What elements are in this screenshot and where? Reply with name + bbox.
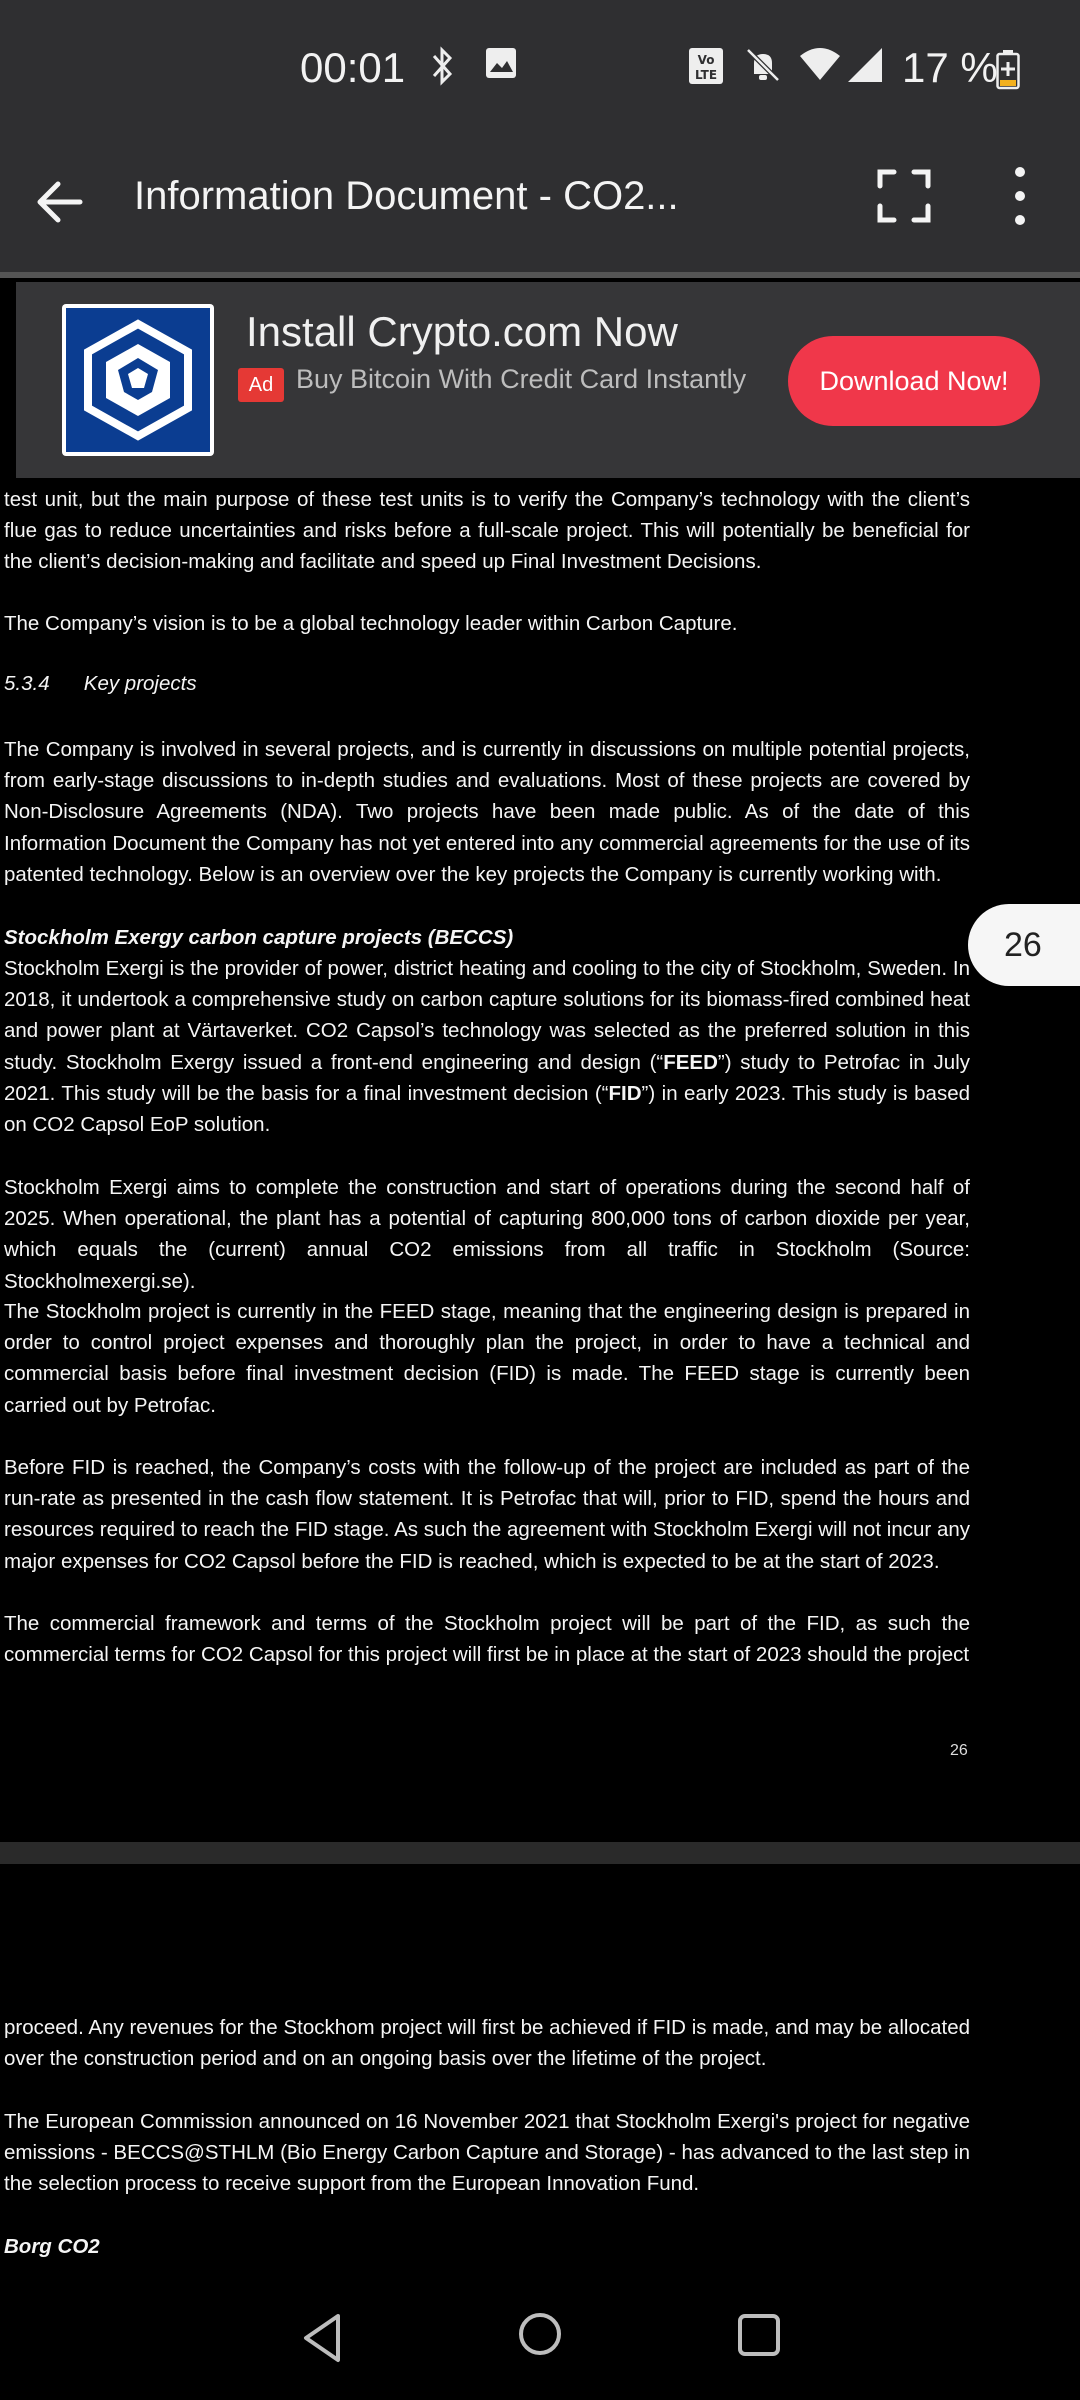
paragraph: The Company’s vision is to be a global technology leader within Carbon Capture. xyxy=(4,612,738,635)
section-heading: 5.3.4 Key projects xyxy=(4,672,197,695)
svg-text:LTE: LTE xyxy=(694,68,718,82)
navigation-bar xyxy=(0,2284,1080,2400)
document-page[interactable] xyxy=(0,484,1080,1842)
status-bar xyxy=(0,0,1080,140)
ad-subtitle[interactable]: Buy Bitcoin With Credit Card Instantly xyxy=(296,364,747,394)
fullscreen-icon[interactable] xyxy=(872,164,936,228)
back-arrow-icon[interactable] xyxy=(28,170,92,234)
paragraph: Stockholm Exergi is the provider of power, district heating and cooling to the city of Stockholm, Sweden. In 2018, it undertook a comprehensive study on carbon capture solutions for its biomass-fired combined heat and power plant at Värtaverket. CO2 Capsol’s technology was selected as the preferred solution in this study. Stockholm Exergy issued a front-end engineering and design (“FEED”) study to Petrofac in July 2021. This study will be the basis for a final investment decision (“FID”) in early 2023. This study is based on CO2 Capsol EoP solution. xyxy=(4,957,970,1137)
wifi-icon xyxy=(798,46,842,82)
svg-text:Vo: Vo xyxy=(697,53,715,67)
paragraph: The European Commission announced on 16 November 2021 that Stockholm Exergi's project for negative emissions - BECCS@STHLM (Bio Energy Carbon Capture and Storage) - has advanced to the last step in the selection process to receive support from the European Innovation Fund. xyxy=(4,2110,970,2196)
image-icon xyxy=(484,46,518,80)
paragraph: test unit, but the main purpose of these test units is to verify the Company’s technology with the client’s flue gas to reduce uncertainties and risks before a full-scale project. This will potentially be beneficial for the client’s decision-making and facilitate and speed up Final Investment Decisions. xyxy=(4,488,970,574)
paragraph: proceed. Any revenues for the Stockhom project will first be achieved if FID is made, and may be allocated over the construction period and on an ongoing basis over the lifetime of the project. xyxy=(4,2016,970,2071)
document-title: Information Document - CO2... xyxy=(134,174,679,218)
bluetooth-icon xyxy=(428,46,456,86)
status-time: 00:01 xyxy=(300,44,406,91)
nav-home-icon[interactable] xyxy=(516,2310,564,2358)
download-now-button[interactable]: Download Now! xyxy=(788,336,1040,426)
paragraph: The Stockholm project is currently in the FEED stage, meaning that the engineering design is prepared in order to control project expenses and thoroughly plan the project, in order to have a technical and commercial basis before final investment decision (FID) is made. The FEED stage is currently been carried out by Petrofac. xyxy=(4,1300,970,1417)
ad-badge: Ad xyxy=(238,368,284,402)
signal-icon xyxy=(846,46,884,84)
paragraph: Before FID is reached, the Company’s costs with the follow-up of the project are included as part of the run-rate as presented in the cash flow statement. It is Petrofac that will, prior to FID, spend the hours and resources required to reach the FID stage. As such the agreement with Stockholm Exergi will not incur any major expenses for CO2 Capsol before the FID is reached, which is expected to be at the start of 2023. xyxy=(4,1456,970,1573)
paragraph: The commercial framework and terms of the Stockholm project will be part of the FID, as such the commercial terms for CO2 Capsol for this project will first be in place at the start of 2023 should the project xyxy=(4,1612,970,1667)
volte-icon xyxy=(688,46,724,86)
ad-app-logo[interactable] xyxy=(62,304,214,456)
nav-back-icon[interactable] xyxy=(298,2310,346,2366)
battery-percent: 17 % xyxy=(902,44,998,91)
page-separator xyxy=(0,1842,1080,1864)
mute-icon xyxy=(744,46,782,84)
paragraph: The Company is involved in several projects, and is currently in discussions on multiple potential projects, from early-stage discussions to in-depth studies and evaluations. Most of these projects are covered by Non-Disclosure Agreements (NDA). Two projects have been made public. As of the date of this Information Document the Company has not yet entered into any commercial agreements for the use of its patented technology. Below is an overview over the key projects the Company is currently working with. xyxy=(4,738,970,886)
app-bar xyxy=(0,140,1080,278)
ad-banner[interactable] xyxy=(16,282,1080,478)
more-options-icon[interactable] xyxy=(1000,164,1040,228)
page-footer-number: 26 xyxy=(950,1742,968,1759)
crypto-logo-icon xyxy=(66,308,210,452)
subsection-heading: Stockholm Exergy carbon capture projects (BECCS) xyxy=(4,926,514,949)
nav-recent-apps-icon[interactable] xyxy=(736,2312,782,2358)
paragraph: Stockholm Exergi aims to complete the construction and start of operations during the second half of 2025. When operational, the plant has a potential of capturing 800,000 tons of carbon dioxide per year, which equals the (current) annual CO2 emissions from all traffic in Stockholm (Source: Stockholmexergi.se). xyxy=(4,1176,970,1293)
page-indicator[interactable]: 26 xyxy=(968,904,1080,986)
document-page[interactable] xyxy=(0,1864,1080,2284)
subsection-heading: Borg CO2 xyxy=(4,2235,100,2258)
battery-icon xyxy=(996,50,1020,90)
ad-title[interactable]: Install Crypto.com Now xyxy=(246,308,678,355)
